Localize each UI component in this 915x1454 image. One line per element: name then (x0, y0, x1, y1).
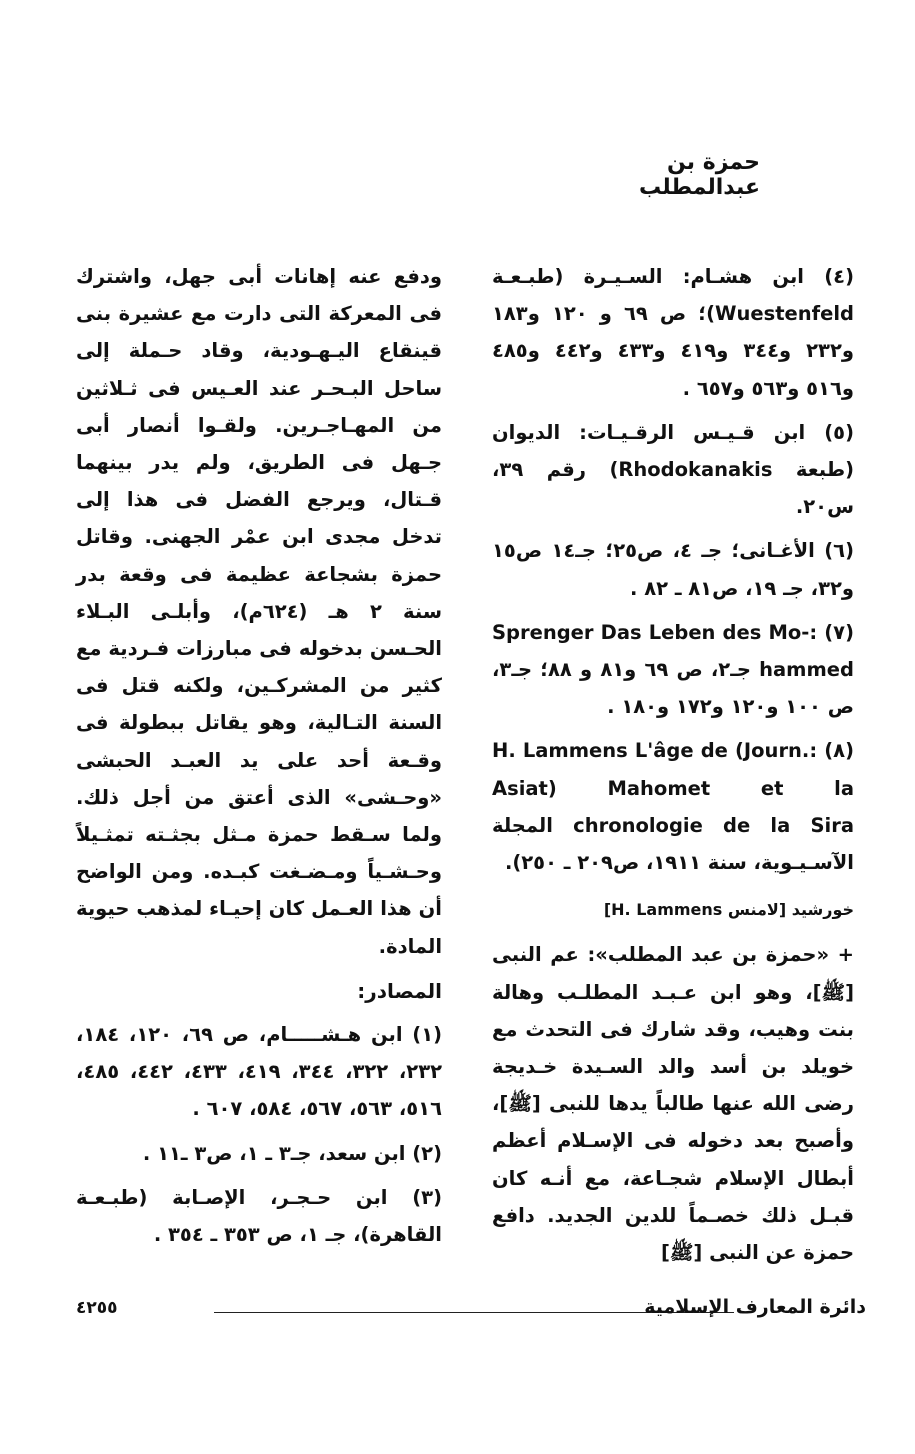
note-6: (٦) الأغـانى؛ جـ ٤، ص٢٥؛ جـ١٤ ص١٥ و٣٢، جـ ١٩، ص٨١ ـ ٨٢ . (492, 539, 854, 600)
running-header: حمزة بن عبدالمطلب (639, 150, 760, 200)
page-footer (76, 1298, 866, 1328)
author-signature: خورشيد [لامنس H. Lammens] (603, 900, 854, 920)
note-7: (٧) :Sprenger Das Leben des Mo- hammed جـ٢، ص ٦٩ و٨١ و ٨٨؛ جـ٣، ص ١٠٠ و١٢٠ و١٧٢ و١٨٠ . (492, 620, 854, 719)
source-3: (٣) ابن حـجـر، الإصـابة (طبـعـة القاهرة)، جـ ١، ص ٣٥٣ ـ ٣٥٤ . (76, 1185, 442, 1247)
entry-paragraph: + «حمزة بن عبد المطلب»: عم النبى [ﷺ]، وهو ابن عـبـد المطلـب وهالة بنت وهيب، وقد شارك فى التحدث مع خويلد بن أسد والد السـيدة خـديجة رضى الله عنها طالباً يدها للنبى [ﷺ]، وأصبح بعد دخوله فى الإسـلام أعظم أبطال الإسلام شجـاعة، مع أنـه كان قبـل ذلك خصـماً للدين الجديد. دافع حمزة عن النبى [ﷺ] (492, 943, 854, 1265)
source-1: (١) ابن هـشـــــام، ص ٦٩، ١٢٠، ١٨٤، ٢٣٢، ٣٢٢، ٣٤٤، ٤١٩، ٤٣٣، ٤٤٢، ٤٨٥، ٥١٦، ٥٦٣، ٥٦٧، ٥٨٤، ٦٠٧ . (76, 1023, 443, 1121)
note-8: (٨) :H. Lammens L'âge de (Journ. Asiat) Mahomet et la chronologie de la Sira المجلة الآسـيـوية، سنة ١٩١١، ص٢٠٩ ـ ٢٥٠). (492, 739, 854, 875)
note-5: (٥) ابن قـيـس الرقـيـات: الديوان (طبعة Rhodokanakis) رقم ٣٩، س٢٠. (492, 420, 854, 519)
note-4: (٤) ابن هشـام: السـيـرة (طبـعـة Wuestenfeld)؛ ص ٦٩ و ١٢٠ و١٨٣ و٢٣٢ و٣٤٤ و٤١٩ و٤٣٣ و٤٤٢ و٤٨٥ و٥١٦ و٥٦٣ و٦٥٧ . (492, 265, 854, 400)
body-paragraph: ودفع عنه إهانات أبى جهل، واشترك فى المعركة التى دارت مع عشيرة بنى قينقاع اليـهـودية، وقاد حـملة إلى ساحل البـحـر عند العـيس فى ثـلاثين من المهـاجـرين. ولقـوا أنصار أبى جـهل فى الطريق، ولم يدر بينهما قـتال، ويرجع الفضل فى هذا إلى تدخل مجدى ابن عمْر الجهنى. وقاتل حمزة بشجاعة عظيمة فى وقعة بدر سنة ٢ هـ (٦٢٤م)، وأبلـى البـلاء الحـسن بدخوله فى مبارزات فـردية مع كثير من المشركـين، ولكنه قتل فى السنة التـالية، وهو يقاتل ببطولة فى وقـعة أحد على يد العبـد الحبشى «وحـشى» الذى أعتق من أجل ذلك. ولما سـقط حمزة مـثل بجثـته تمثـيلاً وحـشـياً ومـضـغت كبـده. ومن الواضح أن هذا العـمل كان إحيـاء لمذهب حيوية المادة. (76, 265, 442, 958)
left-column (76, 258, 442, 1260)
journal-title: دائرة المعارف الإسلامية (644, 1296, 866, 1318)
sources-heading: المصادر: (357, 978, 442, 1003)
right-column (492, 258, 854, 1278)
source-2: (٢) ابن سعد، جـ٣ ـ ١، ص٣ ـ١١ . (142, 1141, 442, 1165)
page-number: ٤٢٥٥ (76, 1298, 118, 1318)
